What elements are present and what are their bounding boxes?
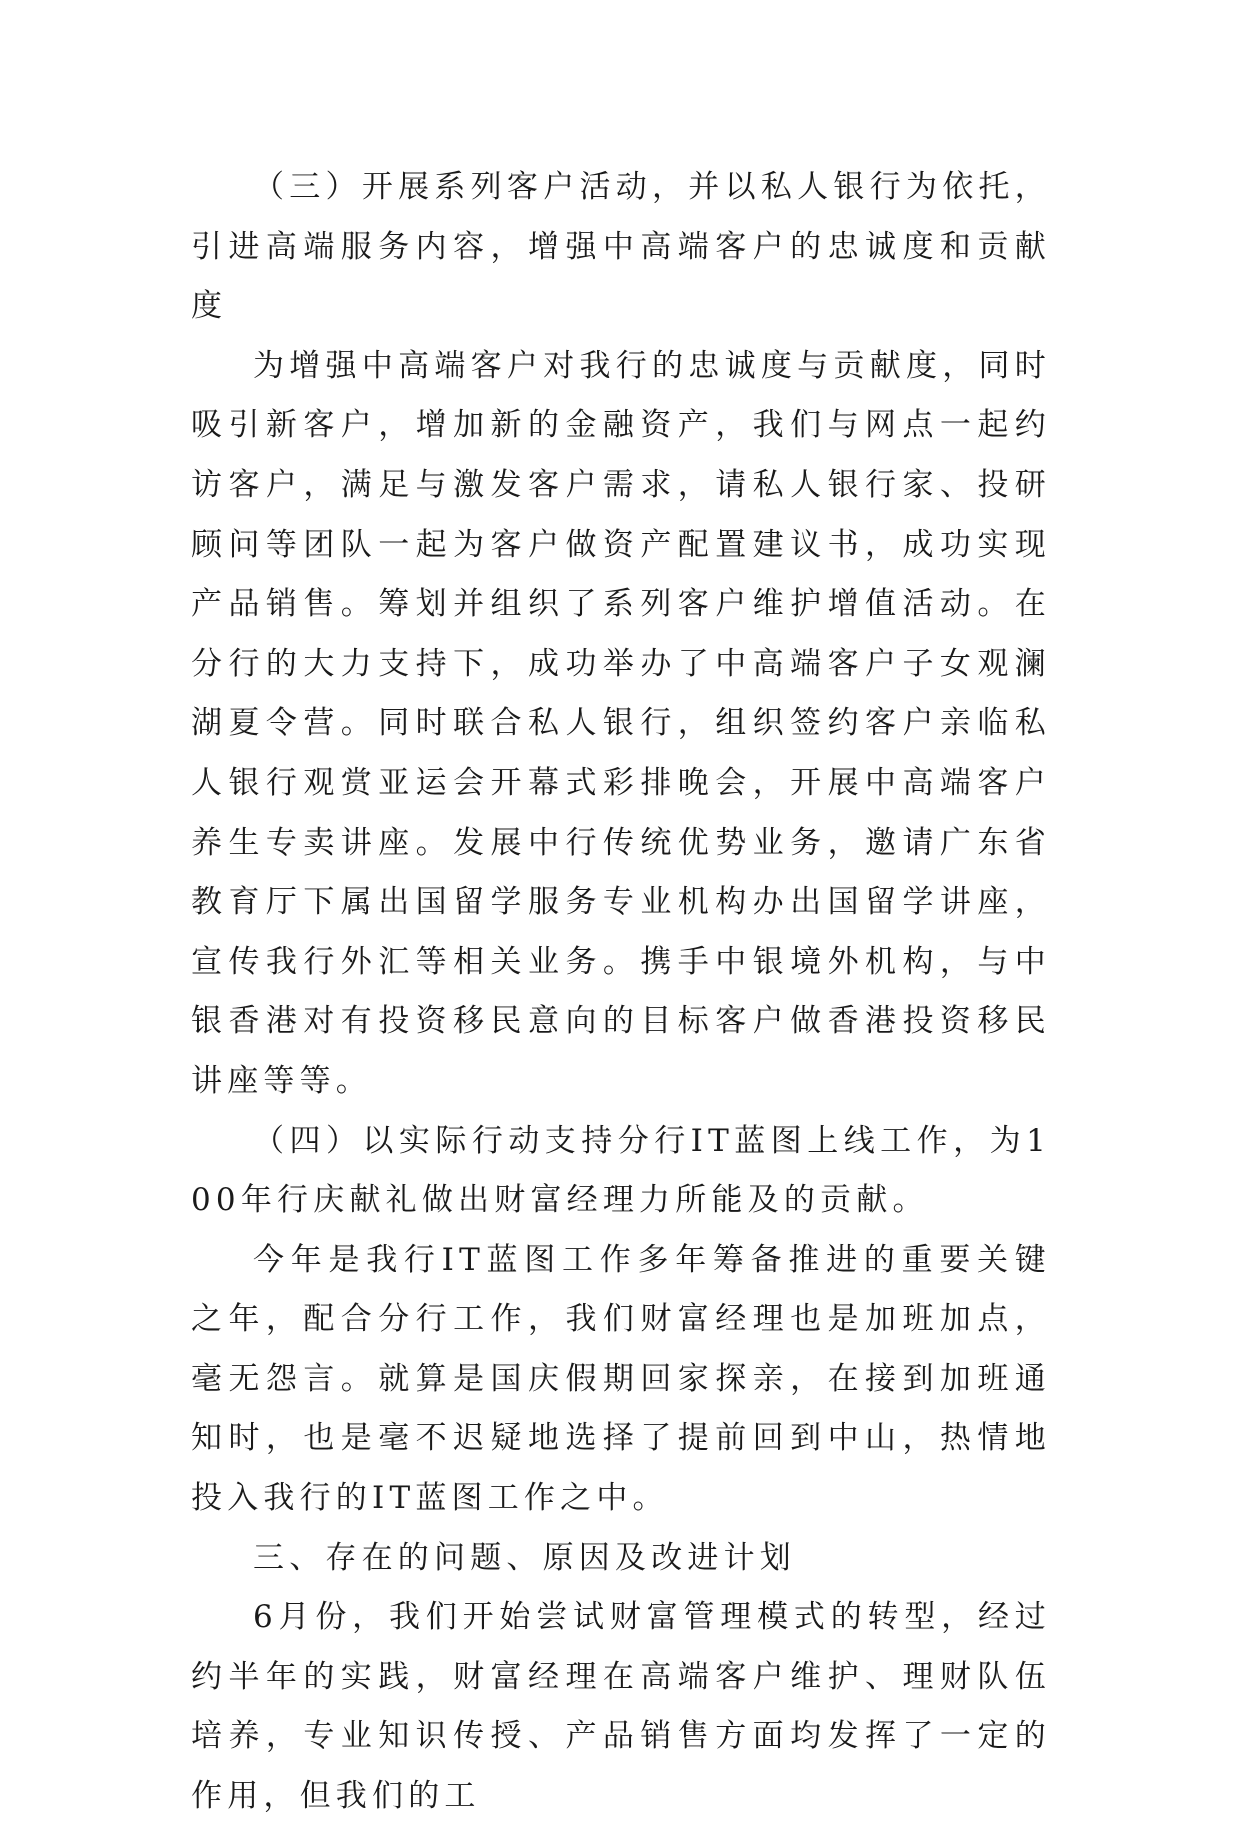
document-body — [191, 158, 1051, 1827]
body-paragraph: 6月份，我们开始尝试财富管理模式的转型，经过约半年的实践，财富经理在高端客户维护、理财队伍培养，专业知识传授、产品销售方面均发挥了一定的作用，但我们的工 — [191, 1599, 1051, 1815]
body-paragraph: 今年是我行IT蓝图工作多年筹备推进的重要关键之年，配合分行工作，我们财富经理也是加班加点，毫无怨言。就算是国庆假期回家探亲，在接到加班通知时，也是毫不迟疑地选择了提前回到中山，热情地投入我行的IT蓝图工作之中。 — [191, 1241, 1051, 1517]
section-heading-4: （四）以实际行动支持分行IT蓝图上线工作，为100年行庆献礼做出财富经理力所能及的贡献。 — [191, 1122, 1051, 1219]
body-paragraph: 为增强中高端客户对我行的忠诚度与贡献度，同时吸引新客户，增加新的金融资产，我们与网点一起约访客户，满足与激发客户需求，请私人银行家、投研顾问等团队一起为客户做资产配置建议书，成功实现产品销售。筹划并组织了系列客户维护增值活动。在分行的大力支持下，成功举办了中高端客户子女观澜湖夏令营。同时联合私人银行，组织签约客户亲临私人银行观赏亚运会开幕式彩排晚会，开展中高端客户养生专卖讲座。发展中行传统优势业务，邀请广东省教育厅下属出国留学服务专业机构办出国留学讲座，宣传我行外汇等相关业务。携手中银境外机构，与中银香港对有投资移民意向的目标客户做香港投资移民讲座等等。 — [191, 347, 1051, 1099]
chapter-heading: 三、存在的问题、原因及改进计划 — [253, 1539, 796, 1576]
section-heading-3: （三）开展系列客户活动，并以私人银行为依托，引进高端服务内容，增强中高端客户的忠诚度和贡献度 — [191, 169, 1051, 325]
